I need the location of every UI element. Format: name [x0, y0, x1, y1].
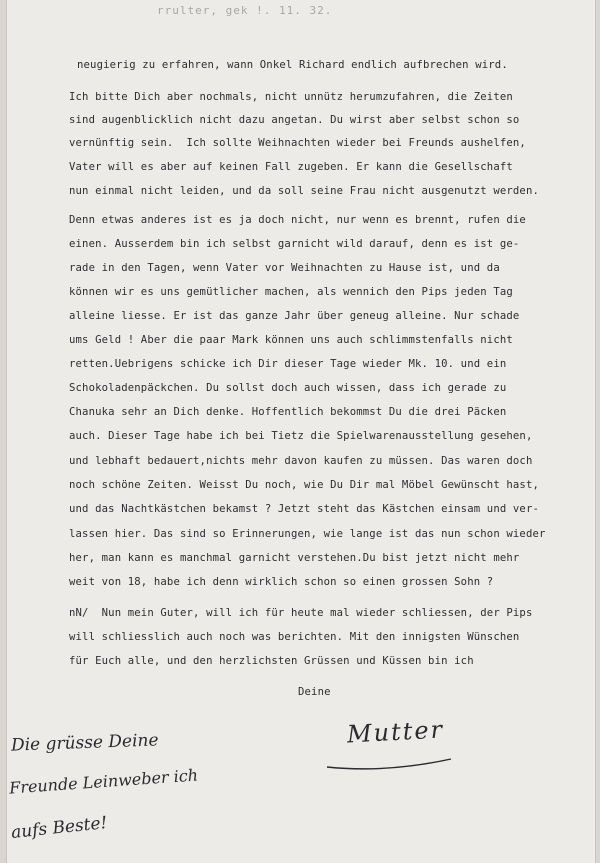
letter-line: können wir es uns gemütlicher machen, als wennich den Pips jeden Tag [69, 286, 513, 298]
letter-line: und das Nachtkästchen bekamst ? Jetzt steht das Kästchen einsam und ver- [69, 503, 540, 515]
letter-line: für Euch alle, und den herzlichsten Grüssen und Küssen bin ich [69, 655, 474, 667]
letter-line: sind augenblicklich nicht dazu angetan. Du wirst aber selbst schon so [69, 114, 520, 126]
signature: Mutter [346, 715, 445, 749]
letter-line: Vater will es aber auf keinen Fall zugeben. Er kann die Gesellschaft [69, 161, 513, 173]
letter-line: retten.Uebrigens schicke ich Dir dieser Tage wieder Mk. 10. und ein [69, 358, 507, 370]
letter-line: vernünftig sein. Ich sollte Weihnachten wieder bei Freunds aushelfen, [69, 137, 526, 149]
letter-line: auch. Dieser Tage habe ich bei Tietz die Spielwarenausstellung gesehen, [69, 430, 533, 442]
letter-line: alleine liesse. Er ist das ganze Jahr über geneug alleine. Nur schade [69, 310, 520, 322]
letter-line: Ich bitte Dich aber nochmals, nicht unnütz herumzufahren, die Zeiten [69, 91, 513, 103]
handwritten-note-line: aufs Beste! [10, 813, 109, 843]
handwritten-note-line: Die grüsse Deine [10, 730, 159, 756]
letter-line: ums Geld ! Aber die paar Mark können uns auch schlimmstenfalls nicht [69, 334, 513, 346]
letter-line: rade in den Tagen, wenn Vater vor Weihnachten zu Hause ist, und da [69, 262, 500, 274]
letter-line: neugierig zu erfahren, wann Onkel Richard endlich aufbrechen wird. [77, 59, 508, 71]
letter-line: her, man kann es manchmal garnicht verstehen.Du bist jetzt nicht mehr [69, 552, 520, 564]
letter-line: weit von 18, habe ich denn wirklich schon so einen grossen Sohn ? [69, 576, 494, 588]
letter-line: nN/ Nun mein Guter, will ich für heute mal wieder schliessen, der Pips [69, 607, 533, 619]
letter-line: einen. Ausserdem bin ich selbst garnicht wild darauf, denn es ist ge- [69, 238, 520, 250]
letter-line: nun einmal nicht leiden, und da soll seine Frau nicht ausgenutzt werden. [69, 185, 540, 197]
closing-word: Deine [298, 686, 331, 698]
letter-line: lassen hier. Das sind so Erinnerungen, wie lange ist das nun schon wieder [69, 528, 546, 540]
letter-line: Denn etwas anderes ist es ja doch nicht, nur wenn es brennt, rufen die [69, 214, 526, 226]
handwritten-note-line: Freunde Leinweber ich [8, 765, 199, 798]
letter-line: noch schöne Zeiten. Weisst Du noch, wie Du Dir mal Möbel Gewünscht hast, [69, 479, 540, 491]
letter-line: will schliesslich auch noch was berichten. Mit den innigsten Wünschen [69, 631, 520, 643]
signature-underline [325, 755, 455, 773]
letter-line: und lebhaft bedauert,nichts mehr davon kaufen zu müssen. Das waren doch [69, 455, 533, 467]
bleed-through-header: rrulter, gek !. 11. 32. [157, 4, 333, 17]
letter-line: Schokoladenpäckchen. Du sollst doch auch wissen, dass ich gerade zu [69, 382, 507, 394]
letter-line: Chanuka sehr an Dich denke. Hoffentlich bekommst Du die drei Päcken [69, 406, 507, 418]
letter-page [6, 0, 596, 863]
